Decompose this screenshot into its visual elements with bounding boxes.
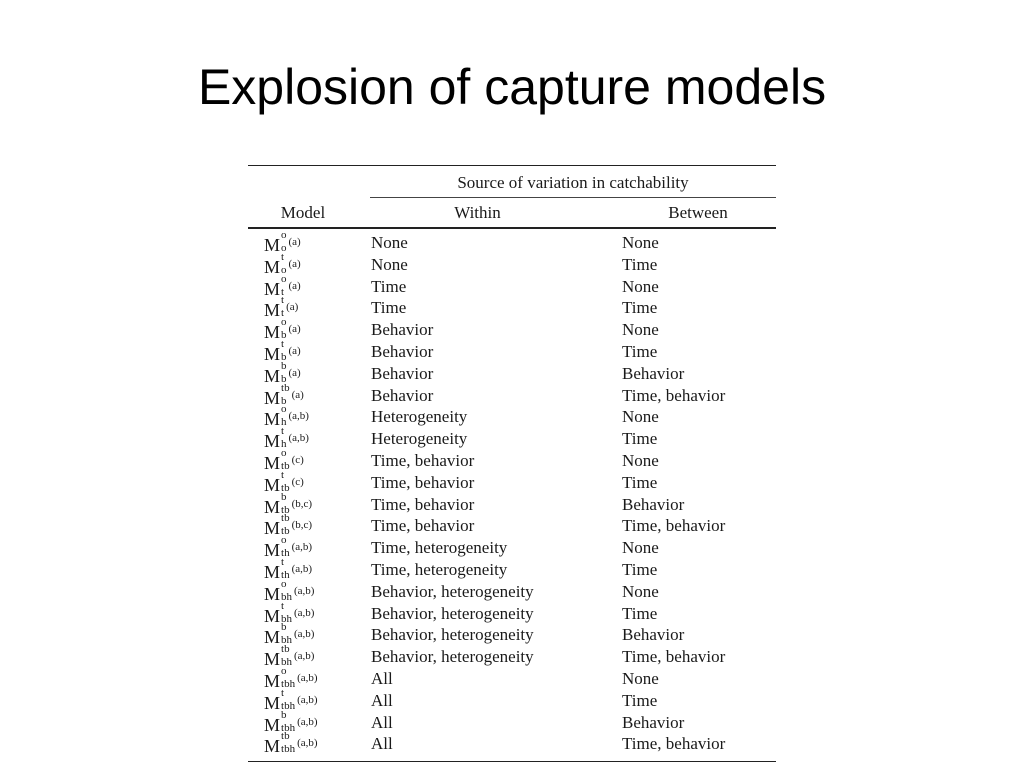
- model-letter: M: [264, 322, 281, 343]
- model-footnote: (a,b): [294, 650, 315, 663]
- model-footnote: (a,b): [294, 606, 315, 619]
- model-footnote: (a,b): [291, 562, 313, 575]
- model-letter: M: [264, 540, 281, 561]
- model-letter: M: [264, 300, 281, 321]
- model-footnote: (a,b): [294, 584, 315, 597]
- model-subscript: t: [281, 307, 285, 320]
- table-row: [248, 250, 776, 277]
- model-letter: M: [264, 583, 281, 604]
- model-letter: M: [264, 627, 281, 648]
- model-subscript: b: [281, 329, 287, 342]
- model-letter: M: [264, 670, 281, 691]
- model-subscript: tbh: [281, 677, 296, 690]
- model-superscript: tb: [281, 512, 290, 525]
- within-cell: Heterogeneity: [371, 429, 468, 449]
- table-row: [248, 272, 776, 299]
- model-letter: M: [264, 343, 281, 364]
- model-footnote: (a): [288, 236, 301, 248]
- model-footnote: (a,b): [291, 541, 313, 554]
- model-superscript: o: [281, 229, 287, 241]
- between-cell: Time: [622, 603, 658, 623]
- model-letter: M: [264, 649, 281, 670]
- model-subscript: tb: [281, 503, 290, 516]
- model-subscript: tbh: [281, 699, 296, 712]
- table-bottom-rule: [248, 761, 776, 762]
- table-row: [248, 229, 776, 255]
- within-cell: Time: [371, 298, 407, 318]
- model-footnote: (a,b): [297, 671, 318, 684]
- model-letter: M: [264, 256, 281, 277]
- within-cell: Time, heterogeneity: [371, 538, 508, 558]
- table-row: [248, 359, 776, 386]
- model-footnote: (a): [291, 388, 304, 401]
- model-subscript: th: [281, 547, 290, 560]
- model-superscript: o: [281, 664, 287, 677]
- between-cell: Time, behavior: [622, 516, 726, 536]
- model-footnote: (a,b): [294, 628, 315, 641]
- model-letter: M: [264, 474, 281, 495]
- model-superscript: t: [281, 250, 285, 263]
- model-footnote: (a): [288, 279, 301, 292]
- header-source-of-variation: Source of variation in catchability: [457, 173, 689, 192]
- header-group-rule: [370, 197, 776, 198]
- model-letter: M: [264, 561, 281, 582]
- model-cell: [264, 730, 318, 758]
- model-footnote: (b,c): [291, 497, 313, 510]
- table-row: [248, 664, 776, 691]
- model-superscript: t: [281, 686, 285, 699]
- model-subscript: o: [281, 263, 287, 276]
- model-footnote: (a): [288, 366, 301, 379]
- within-cell: Time, behavior: [371, 516, 475, 536]
- model-footnote: (a): [288, 344, 301, 357]
- table-row: [248, 555, 776, 582]
- table-row: [248, 294, 776, 321]
- model-subscript: b: [281, 350, 287, 363]
- within-cell: Behavior: [371, 320, 434, 340]
- within-cell: None: [371, 254, 408, 274]
- between-cell: Time, behavior: [622, 734, 726, 754]
- between-cell: Time: [622, 472, 658, 492]
- model-superscript: t: [281, 425, 285, 438]
- header-within: Within: [454, 203, 501, 222]
- slide-title: Explosion of capture models: [197, 59, 827, 115]
- model-subscript: b: [281, 372, 287, 385]
- model-footnote: (a,b): [297, 715, 318, 728]
- model-letter: M: [264, 714, 281, 735]
- model-subscript: b: [281, 394, 287, 407]
- table-row: [248, 337, 776, 364]
- model-superscript: o: [281, 446, 287, 459]
- between-cell: None: [622, 450, 659, 470]
- model-letter: M: [264, 605, 281, 626]
- model-superscript: b: [281, 490, 287, 503]
- between-cell: Time: [622, 341, 658, 361]
- within-cell: Time, behavior: [371, 472, 475, 492]
- model-letter: M: [264, 278, 281, 299]
- within-cell: Time: [371, 276, 407, 296]
- between-cell: Behavior: [622, 625, 685, 645]
- model-subscript: bh: [281, 656, 293, 669]
- model-superscript: t: [281, 468, 285, 481]
- within-cell: Behavior: [371, 385, 434, 405]
- between-cell: None: [622, 276, 659, 296]
- model-footnote: (a,b): [288, 432, 309, 445]
- within-cell: Behavior: [371, 363, 434, 383]
- between-cell: Time: [622, 559, 658, 579]
- table-row: [248, 708, 776, 735]
- table-body: [248, 229, 776, 757]
- between-cell: Time: [622, 429, 658, 449]
- model-subscript: t: [281, 285, 285, 298]
- between-cell: None: [622, 320, 659, 340]
- between-cell: Time: [622, 690, 658, 710]
- within-cell: Behavior, heterogeneity: [371, 625, 534, 645]
- table-row: [248, 534, 776, 561]
- model-letter: M: [264, 365, 281, 386]
- table-row: [248, 425, 776, 452]
- model-subscript: h: [281, 416, 287, 429]
- model-superscript: b: [281, 359, 287, 372]
- table-row: [248, 490, 776, 517]
- between-cell: Time: [622, 254, 658, 274]
- model-subscript: bh: [281, 634, 293, 647]
- header-model: Model: [280, 203, 326, 222]
- between-cell: None: [622, 668, 659, 688]
- model-superscript: o: [281, 316, 287, 329]
- within-cell: All: [371, 690, 393, 710]
- within-cell: Behavior, heterogeneity: [371, 603, 534, 623]
- table-row: [248, 381, 776, 408]
- model-footnote: (a): [288, 323, 301, 336]
- model-superscript: tb: [281, 643, 290, 656]
- table-row: [248, 599, 776, 626]
- between-cell: Time: [622, 298, 658, 318]
- between-cell: Behavior: [622, 712, 685, 732]
- between-cell: None: [622, 233, 659, 252]
- model-letter: M: [264, 518, 281, 539]
- model-superscript: o: [281, 272, 287, 285]
- model-footnote: (b,c): [291, 519, 313, 532]
- model-subscript: tb: [281, 525, 290, 538]
- table-row: [248, 730, 776, 757]
- table-row: [248, 621, 776, 648]
- model-superscript: t: [281, 555, 285, 568]
- between-cell: None: [622, 407, 659, 427]
- between-cell: Behavior: [622, 494, 685, 514]
- table-row: [248, 316, 776, 343]
- model-subscript: tb: [281, 459, 290, 472]
- between-cell: Time, behavior: [622, 647, 726, 667]
- model-letter: M: [264, 692, 281, 713]
- model-superscript: t: [281, 337, 285, 350]
- between-cell: Time, behavior: [622, 385, 726, 405]
- model-letter: M: [264, 431, 281, 452]
- table-row: [248, 403, 776, 430]
- model-subscript: h: [281, 438, 287, 451]
- model-footnote: (a,b): [288, 410, 309, 423]
- model-footnote: (a): [286, 301, 299, 314]
- between-cell: Behavior: [622, 363, 685, 383]
- model-superscript: o: [281, 577, 287, 590]
- within-cell: Behavior, heterogeneity: [371, 581, 534, 601]
- model-letter: M: [264, 736, 281, 757]
- within-cell: None: [371, 233, 408, 252]
- model-letter: M: [264, 452, 281, 473]
- model-superscript: tb: [281, 730, 290, 743]
- model-subscript: bh: [281, 590, 293, 603]
- table-top-rule: [248, 165, 776, 166]
- model-superscript: o: [281, 534, 287, 547]
- model-footnote: (a): [288, 257, 301, 270]
- model-superscript: b: [281, 708, 287, 721]
- model-letter: M: [264, 235, 281, 255]
- model-superscript: o: [281, 403, 287, 416]
- model-footnote: (c): [291, 453, 304, 466]
- within-cell: Behavior, heterogeneity: [371, 647, 534, 667]
- table-row: [248, 643, 776, 670]
- table-row: [248, 512, 776, 539]
- table-row: [248, 446, 776, 473]
- model-letter: M: [264, 387, 281, 408]
- table-row: [248, 577, 776, 604]
- model-subscript: bh: [281, 612, 293, 625]
- model-superscript: t: [281, 599, 285, 612]
- table-row: [248, 468, 776, 495]
- model-subscript: tb: [281, 481, 290, 494]
- within-cell: Heterogeneity: [371, 407, 468, 427]
- header-between: Between: [668, 203, 728, 222]
- model-letter: M: [264, 409, 281, 430]
- within-cell: All: [371, 668, 393, 688]
- model-subscript: tbh: [281, 721, 296, 734]
- model-footnote: (a,b): [297, 737, 318, 750]
- model-superscript: tb: [281, 381, 290, 394]
- table-row: [248, 686, 776, 713]
- model-superscript: b: [281, 621, 287, 634]
- within-cell: All: [371, 734, 393, 754]
- between-cell: None: [622, 581, 659, 601]
- within-cell: Time, heterogeneity: [371, 559, 508, 579]
- model-superscript: t: [281, 294, 285, 307]
- between-cell: None: [622, 538, 659, 558]
- model-subscript: th: [281, 568, 290, 581]
- model-footnote: (c): [291, 475, 304, 488]
- header-rule: [248, 227, 776, 229]
- model-letter: M: [264, 496, 281, 517]
- model-footnote: (a,b): [297, 693, 318, 706]
- model-subscript: tbh: [281, 743, 296, 756]
- model-subscript: o: [281, 242, 287, 254]
- within-cell: All: [371, 712, 393, 732]
- within-cell: Behavior: [371, 341, 434, 361]
- within-cell: Time, behavior: [371, 494, 475, 514]
- within-cell: Time, behavior: [371, 450, 475, 470]
